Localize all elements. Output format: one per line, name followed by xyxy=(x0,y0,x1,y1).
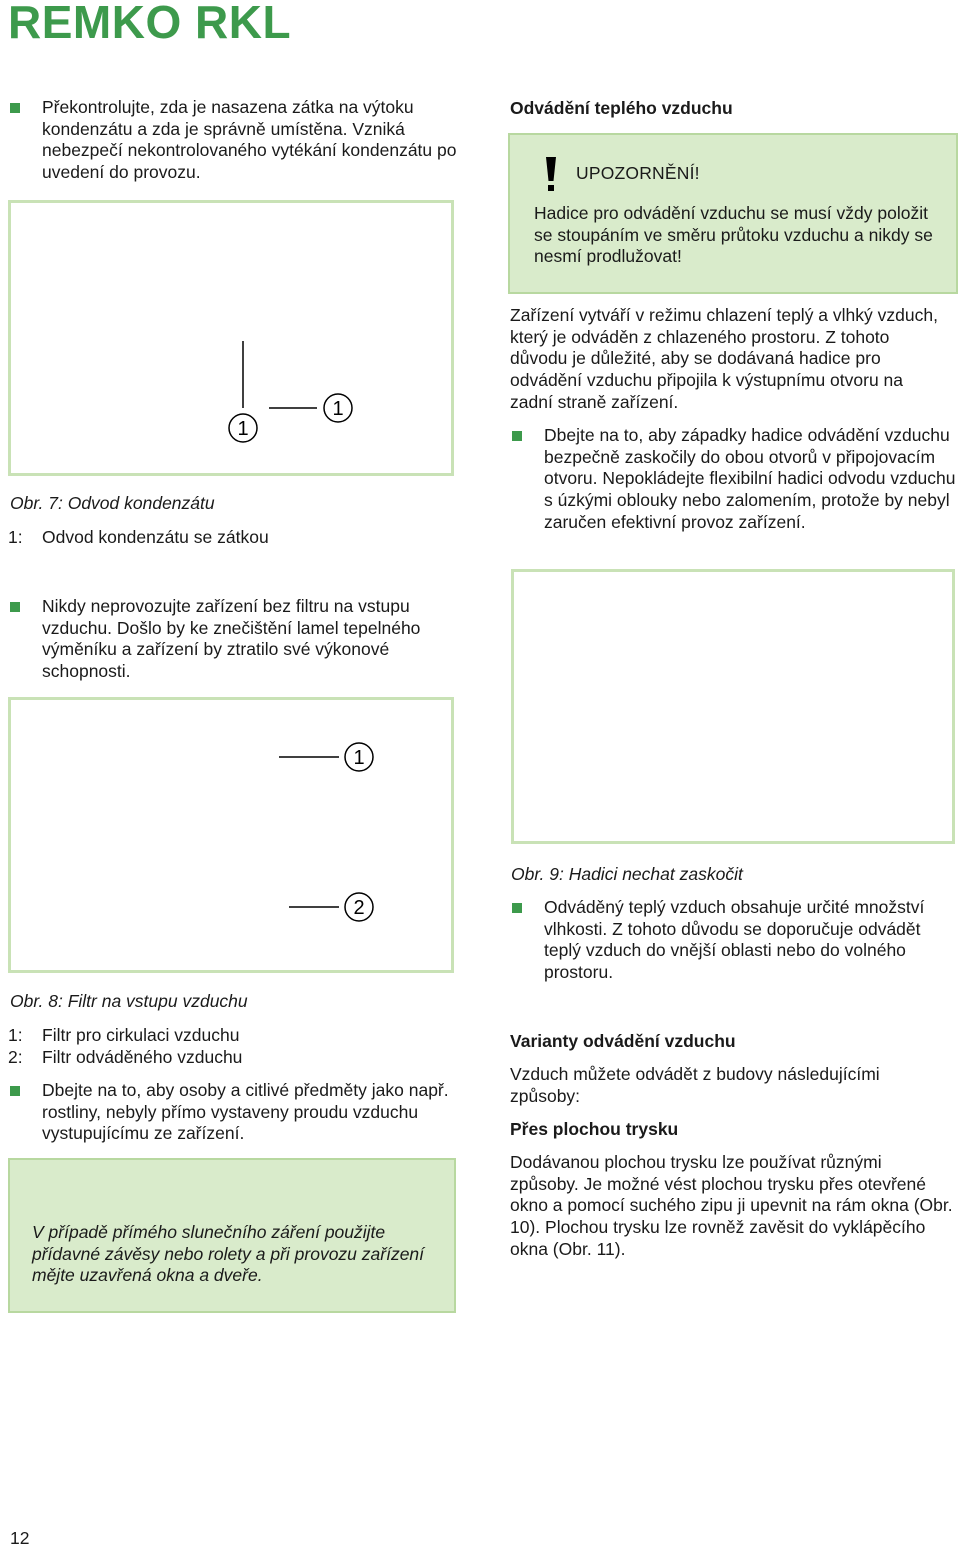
callout-number: 1 xyxy=(353,747,365,769)
figure-7-image xyxy=(8,200,454,476)
note-box xyxy=(8,1158,456,1313)
bullet-square-icon xyxy=(512,431,522,441)
legend-text: Odvod kondenzátu se zátkou xyxy=(42,527,269,547)
list-item xyxy=(8,1080,472,1145)
warning-text: Hadice pro odvádění vzduchu se musí vždy položit se stoupáním ve směru průtoku vzduchu a nikdy se nesmí prodlužovat! xyxy=(534,203,933,267)
bullet-text: Dbejte na to, aby osoby a citlivé předměty jako např. rostliny, nebyly přímo vystaveny proudu vzduchu vystupujícímu ze zařízení. xyxy=(42,1080,449,1144)
legend-text: Filtr odváděného vzduchu xyxy=(42,1047,243,1067)
bullet-square-icon xyxy=(10,602,20,612)
legend-number: 1: xyxy=(8,527,23,547)
list-item xyxy=(510,897,959,984)
list-item xyxy=(8,97,472,184)
subsection-heading: Přes plochou trysku xyxy=(510,1119,679,1139)
bullet-text: Dbejte na to, aby západky hadice odvádění vzduchu bezpečně zaskočily do obou otvorů v připojovacím otvoru. Nepokládejte flexibilní hadici odvodu vzduchu s úzkými oblouky nebo zalomením, protože by nebyl zaručen efektivní provoz zařízení. xyxy=(544,425,956,532)
legend-number: 2: xyxy=(8,1047,23,1067)
bullet-text: Nikdy neprovozujte zařízení bez filtru na vstupu vzduchu. Došlo by ke znečištění lamel tepelného výměníku a zařízení by ztratilo své výkonové schopnosti. xyxy=(42,596,421,682)
paragraph: Zařízení vytváří v režimu chlazení teplý a vlhký vzduch, který je odváděn z chlazeného prostoru. Z tohoto důvodu je důležité, aby se dodávaná hadice pro odvádění vzduchu připojila k výstupnímu otvoru na zadní straně zařízení. xyxy=(510,305,938,412)
bullet-square-icon xyxy=(10,1086,20,1096)
figure-9-caption: Obr. 9: Hadici nechat zaskočit xyxy=(511,864,743,884)
note-text: V případě přímého slunečního záření použijte přídavné závěsy nebo rolety a při provozu zařízení mějte uzavřená okna a dveře. xyxy=(32,1222,425,1286)
callout-number: 1 xyxy=(237,418,249,440)
figure-8-image xyxy=(8,697,454,973)
exclamation-icon xyxy=(544,155,558,195)
bullet-text: Odváděný teplý vzduch obsahuje určité množství vlhkosti. Z tohoto důvodu se doporučuje odvádět teplý vzduch do vnější oblasti nebo do volného prostoru. xyxy=(544,897,925,983)
list-item xyxy=(510,425,959,534)
bullet-text: Překontrolujte, zda je nasazena zátka na výtoku kondenzátu a zda je správně umístěna. Vzniká nebezpečí nekontrolovaného vytékání kondenzátu po uvedení do provozu. xyxy=(42,97,457,183)
figure-7-caption: Obr. 7: Odvod kondenzátu xyxy=(10,493,215,513)
page-title: REMKO RKL xyxy=(8,0,292,48)
bullet-square-icon xyxy=(512,903,522,913)
paragraph: Vzduch můžete odvádět z budovy následujícími způsoby: xyxy=(510,1064,880,1106)
paragraph: Dodávanou plochou trysku lze používat různými způsoby. Je možné vést plochou trysku přes otevřené okno a pomocí suchého zipu ji upevnit na rám okna (Obr. 10). Plochou trysku lze rovněž zavěsit do vyklápěcího okna (Obr. 11). xyxy=(510,1152,953,1259)
callout-number: 1 xyxy=(332,398,344,420)
list-item xyxy=(8,596,472,683)
bullet-square-icon xyxy=(10,103,20,113)
callout-number: 2 xyxy=(353,897,365,919)
warning-label: UPOZORNĚNÍ! xyxy=(576,163,700,183)
figure-9-image xyxy=(511,569,955,844)
legend-number: 1: xyxy=(8,1025,23,1045)
section-heading: Odvádění teplého vzduchu xyxy=(510,98,733,118)
section-heading: Varianty odvádění vzduchu xyxy=(510,1031,736,1051)
warning-box xyxy=(508,133,958,294)
figure-8-caption: Obr. 8: Filtr na vstupu vzduchu xyxy=(10,991,248,1011)
page-number: 12 xyxy=(10,1528,30,1548)
legend-text: Filtr pro cirkulaci vzduchu xyxy=(42,1025,240,1045)
figure-7-callouts xyxy=(11,203,451,473)
figure-8-callouts xyxy=(11,700,451,970)
